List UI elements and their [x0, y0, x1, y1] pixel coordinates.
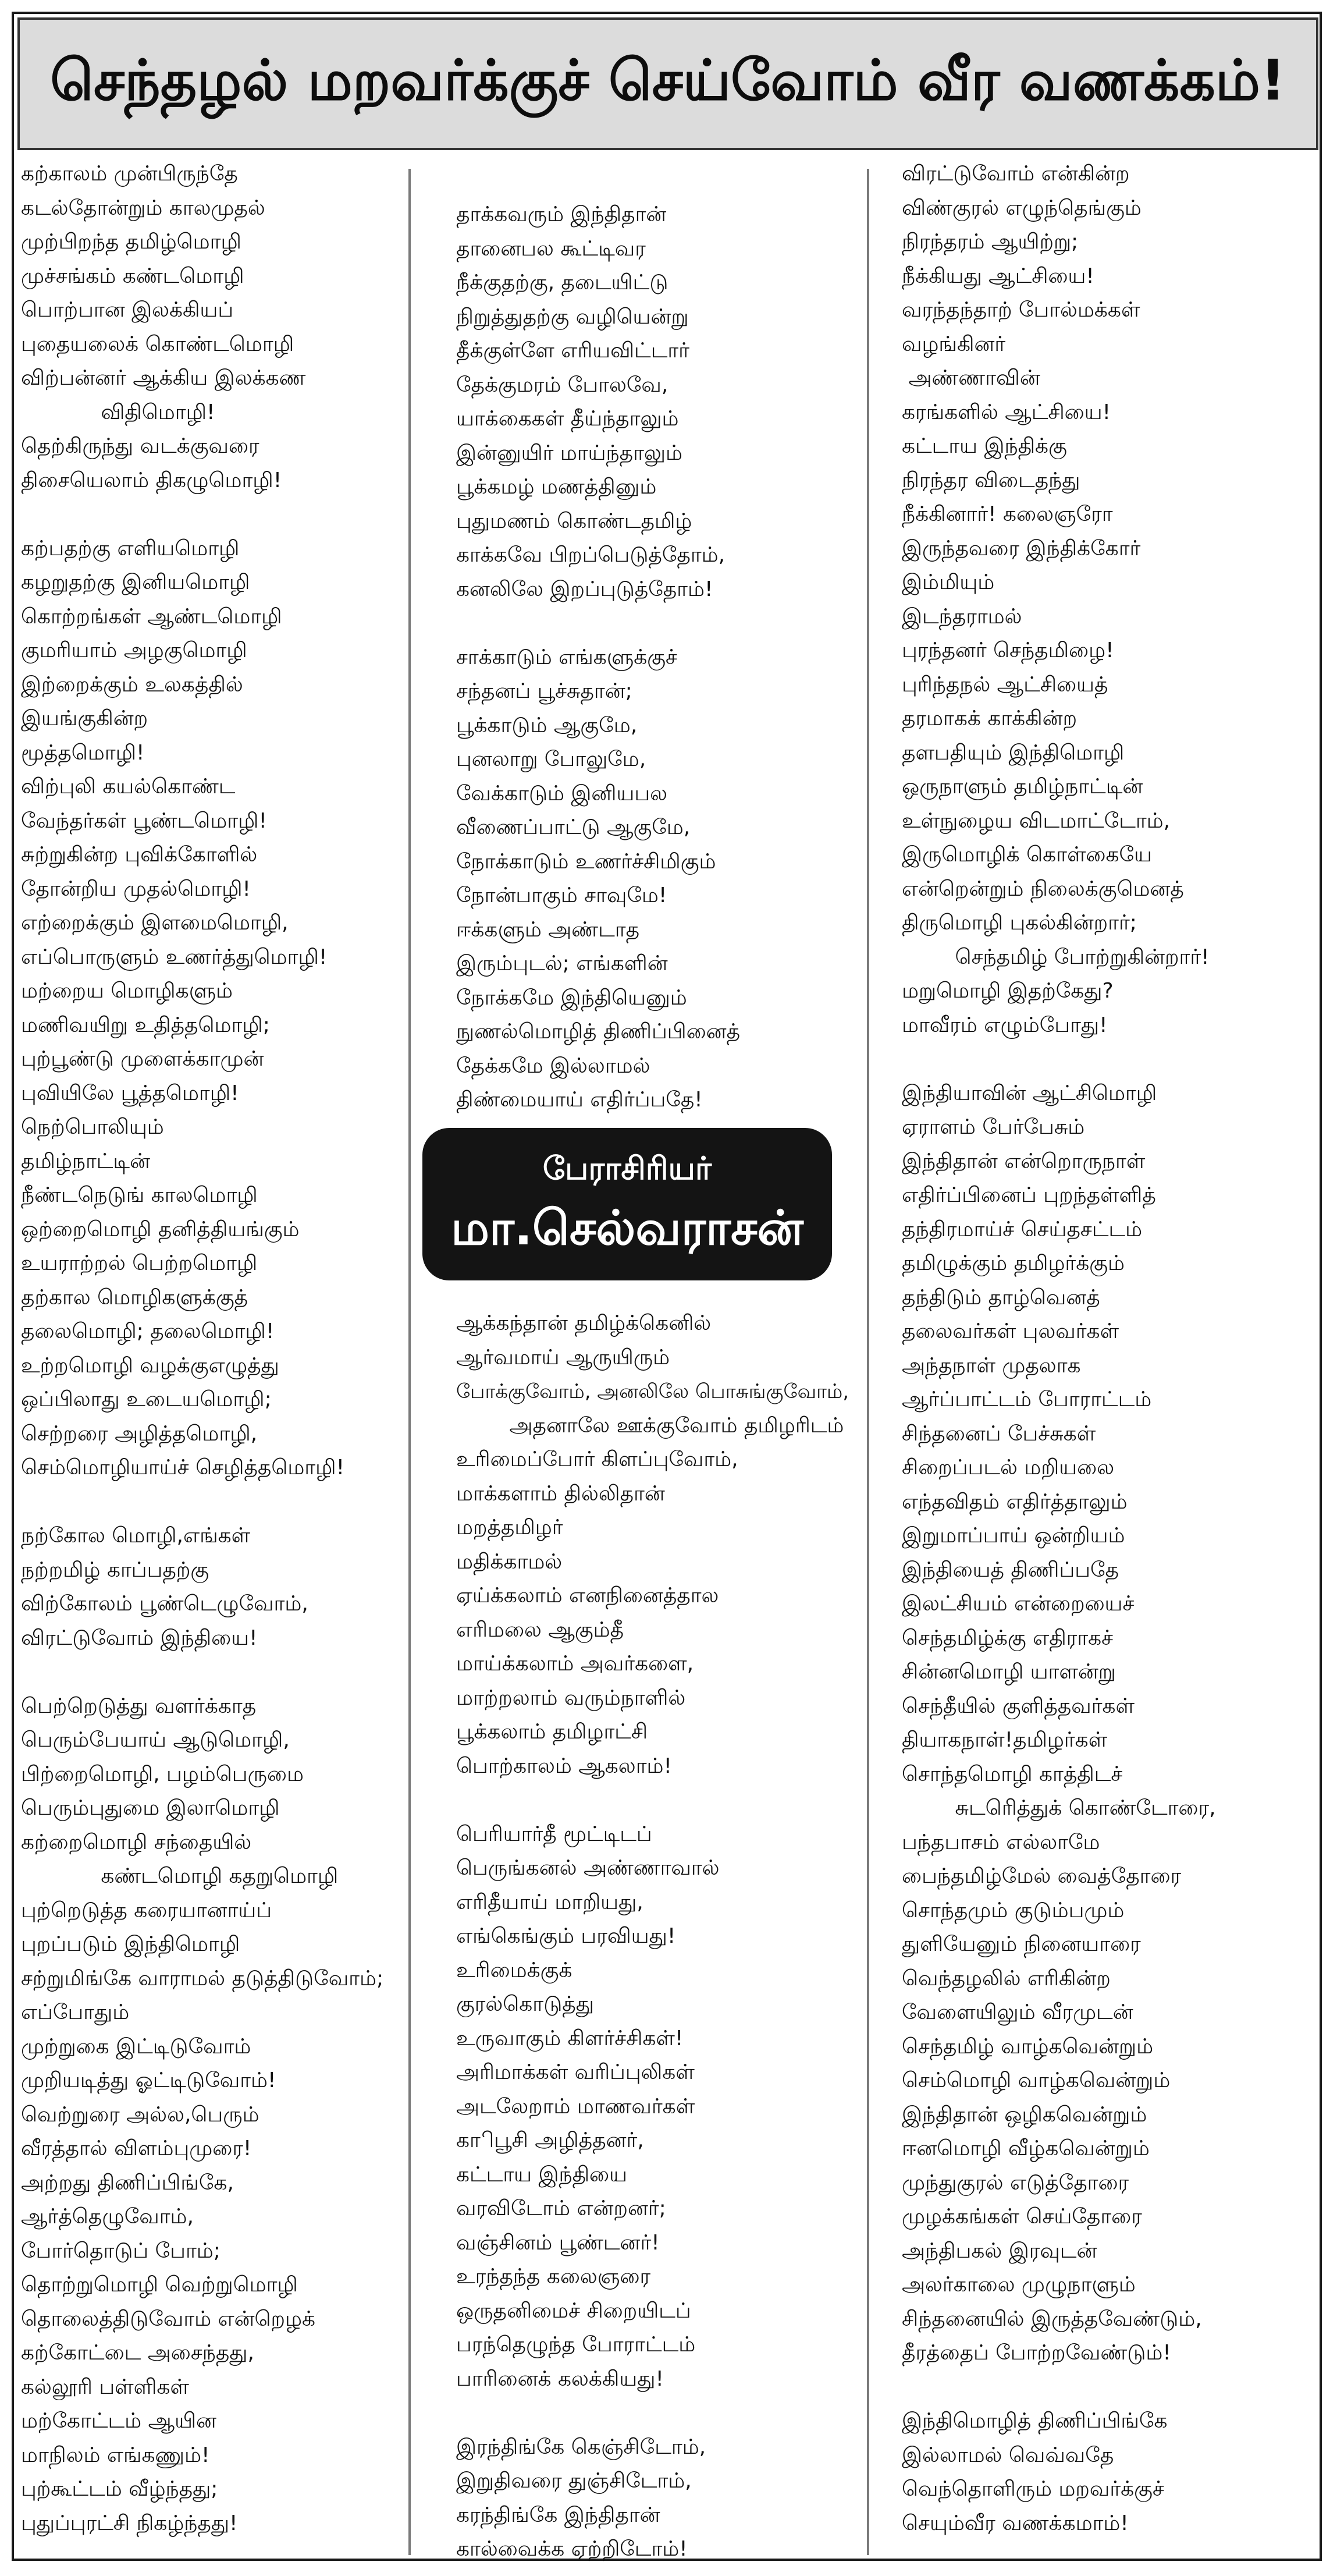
poem-line: நெற்பொலியும்	[21, 1115, 164, 1139]
poem-line: போர்தொடுப் போம்;	[21, 2238, 221, 2263]
poem-line: இந்திதான் ஒழிகவென்றும்	[902, 2102, 1147, 2127]
poem-line: இருந்தவரை இந்திக்கோர்	[902, 536, 1141, 560]
poem-line: வேளையிலும் வீரமுடன்	[902, 2000, 1133, 2024]
poem-line: நற்கோல மொழி,எங்கள்	[21, 1524, 251, 1548]
poem-line: அற்றது திணிப்பிங்கே,	[21, 2170, 234, 2195]
poem-column-3	[902, 157, 1315, 2540]
poem-line: உருவாகும் கிளர்ச்சிகள்!	[456, 2026, 684, 2050]
stanza-gap	[456, 2396, 858, 2430]
poem-column-1	[21, 157, 399, 2540]
poem-line: குரல்கொடுத்து	[456, 1992, 594, 2016]
poem-line: இந்திதான் என்றொருநாள்	[902, 1149, 1146, 1173]
poem-column-2-bottom	[456, 1307, 858, 2567]
poem-line: பூக்காடும் ஆகுமே,	[456, 713, 638, 737]
poem-line: செயும்வீர வணக்கமாம்!	[902, 2511, 1129, 2535]
poem-line: தரமாகக் காக்கின்ற	[902, 707, 1078, 730]
poem-line: நீண்டநெடுங் காலமொழி	[21, 1183, 258, 1207]
poem-line: பொற்காலம் ஆகலாம்!	[456, 1754, 672, 1778]
poem-line: பிற்றைமொழி, பழம்பெருமை	[21, 1762, 304, 1786]
poem-line: அந்திபகல் இரவுடன்	[902, 2238, 1097, 2263]
poem-line: தமிழுக்கும் தமிழர்க்கும்	[902, 1251, 1125, 1275]
poem-line: கரங்களில் ஆட்சியை!	[902, 400, 1111, 424]
poem-line: உரந்தந்த கலைஞரை	[456, 2265, 651, 2288]
poem-line: ஏய்க்கலாம் எனநினைத்தால	[456, 1584, 719, 1608]
poem-line: சொந்தமும் குடும்பமும்	[902, 1898, 1125, 1922]
poem-line: புற்பூண்டு முளைக்காமுன்	[21, 1047, 264, 1071]
poem-line: புரந்தனர் செந்தமிழை!	[902, 638, 1114, 662]
poem-line: பெருங்கனல் அண்ணாவால்	[456, 1856, 720, 1880]
poem-line: முற்பிறந்த தமிழ்மொழி	[21, 230, 241, 254]
poem-line: ஏராளம் பேர்பேசும்	[902, 1115, 1085, 1139]
poem-line: விற்பன்னர் ஆக்கிய இலக்கண	[21, 366, 306, 390]
author-name: மா.செல்வராசன்	[451, 1201, 803, 1256]
poem-line: விற்புலி கயல்கொண்ட	[21, 775, 236, 799]
poem-line: செந்தமிழ் வாழ்கவென்றும்	[902, 2034, 1154, 2059]
poem-line: விதிமொழி!	[21, 400, 215, 424]
poem-line: உயராற்றல் பெற்றமொழி	[21, 1251, 258, 1275]
poem-line: கற்றைமொழி சந்தையில்	[21, 1830, 252, 1854]
poem-line: பெற்றெடுத்து வளர்க்காத	[21, 1694, 257, 1718]
poem-line: சின்னமொழி யாளன்று	[902, 1660, 1116, 1684]
poem-line: தெற்கிருந்து வடக்குவரை	[21, 434, 259, 458]
poem-line: தீரத்தைப் போற்றவேண்டும்!	[902, 2341, 1171, 2365]
poem-line: ஆக்கந்தான் தமிழ்க்கெனில்	[456, 1311, 712, 1335]
column-divider	[867, 169, 869, 2555]
poem-line: வேக்காடும் இனியபல	[456, 781, 668, 806]
poem-line: கல்லூரி பள்ளிகள்	[21, 2375, 189, 2399]
poem-line: மாய்க்கலாம் அவர்களை,	[456, 1652, 694, 1676]
poem-line: இரும்புடல்; எங்களின்	[456, 952, 668, 975]
poem-line: இன்னுயிர் மாய்ந்தாலும்	[456, 441, 682, 465]
poem-line: காக்கவே பிறப்பெடுத்தோம்,	[456, 543, 726, 567]
poem-line: குமரியாம் அழகுமொழி	[21, 638, 247, 662]
poem-line: இந்தியாவின் ஆட்சிமொழி	[902, 1081, 1157, 1105]
poem-line: அந்தநாள் முதலாக	[902, 1353, 1081, 1378]
poem-line: அண்ணாவின்	[902, 366, 1040, 390]
poem-line: இறுதிவரை துஞ்சிடோம்,	[456, 2469, 692, 2493]
poem-line: சிந்தனையில் இருத்தவேண்டும்,	[902, 2307, 1202, 2331]
poem-line: நற்றமிழ் காப்பதற்கு	[21, 1557, 209, 1582]
stanza-gap	[21, 498, 399, 532]
poem-line: மாவீரம் எழும்போது!	[902, 1013, 1108, 1037]
poem-line: தலைமொழி; தலைமொழி!	[21, 1319, 275, 1343]
author-role: பேராசிரியர்	[542, 1150, 712, 1187]
poem-line: தற்கால மொழிகளுக்குத்	[21, 1285, 248, 1310]
poem-line: கற்பதற்கு எளியமொழி	[21, 536, 240, 560]
poem-line: வரவிடோம் என்றனர்;	[456, 2197, 666, 2220]
poem-line: பூக்கமழ் மணத்தினும்	[456, 475, 657, 499]
poem-line: நோன்பாகும் சாவுமே!	[456, 883, 667, 907]
poem-line: முச்சங்கம் கண்டமொழி	[21, 264, 244, 288]
poem-line: எங்கெங்கும் பரவியது!	[456, 1924, 676, 1948]
poem-line: மாக்களாம் தில்லிதான்	[456, 1481, 665, 1506]
poem-line: புதுமணம் கொண்டதமிழ்	[456, 509, 692, 533]
headline-title: செந்தழல் மறவர்க்குச் செய்வோம் வீர வணக்கம்!	[50, 47, 1286, 113]
poem-line: சொந்தமொழி காத்திடச்	[902, 1762, 1123, 1786]
poem-line: ஆர்வமாய் ஆருயிரும்	[456, 1345, 670, 1369]
poem-line: உரிமைப்போர் கிளப்புவோம்,	[456, 1447, 738, 1471]
stanza-gap	[456, 606, 858, 641]
poem-line: பெரியார்தீ மூட்டிடப்	[456, 1822, 652, 1846]
poem-line: கரந்திங்கே இந்திதான்	[456, 2503, 660, 2527]
poem-line: போக்குவோம், அனலிலே பொசுங்குவோம்,	[456, 1380, 849, 1403]
poem-line: மாநிலம் எங்கணும்!	[21, 2443, 210, 2467]
poem-line: தொற்றுமொழி வெற்றுமொழி	[21, 2273, 298, 2297]
poem-line: செம்மொழியாய்ச் செழித்தமொழி!	[21, 1456, 345, 1479]
poem-line: தந்திரமாய்ச் செய்தசட்டம்	[902, 1217, 1143, 1241]
poem-line: செந்தீயில் குளித்தவர்கள்	[902, 1694, 1135, 1718]
poem-line: தேக்குமரம் போலவே,	[456, 372, 668, 397]
poem-line: பெரும்பேயாய் ஆடுமொழி,	[21, 1728, 290, 1752]
poem-line: எப்பொருளும் உணர்த்துமொழி!	[21, 945, 328, 969]
poem-line: அடலேறாம் மாணவர்கள்	[456, 2094, 695, 2119]
poem-line: பெரும்புதுமை இலாமொழி	[21, 1796, 280, 1820]
poem-line: நீக்குதற்கு, தடையிட்டு	[456, 271, 668, 294]
poem-line: மாற்றலாம் வரும்நாளில்	[456, 1686, 686, 1710]
poem-line: நோக்காடும் உணர்ச்சிமிகும்	[456, 849, 716, 874]
poem-line: எரிமலை ஆகும்தீ	[456, 1617, 624, 1642]
poem-line: எதிர்ப்பினைப் புறந்தள்ளித்	[902, 1183, 1156, 1207]
poem-line: வீணைப்பாட்டு ஆகுமே,	[456, 815, 691, 839]
poem-line: எற்றைக்கும் இளமைமொழி,	[21, 911, 289, 935]
poem-line: மறத்தமிழர்	[456, 1516, 563, 1539]
poem-line: மதிக்காமல்	[456, 1549, 563, 1574]
poem-line: கழறுதற்கு இனியமொழி	[21, 570, 250, 594]
poem-line: நிரந்தரம் ஆயிற்று;	[902, 230, 1079, 254]
stanza-gap	[902, 2371, 1315, 2405]
poem-line: தொலைத்திடுவோம் என்றெழக்	[21, 2307, 316, 2331]
poem-line: ஈக்களும் அண்டாத	[456, 917, 640, 942]
poem-line: உள்நுழைய விடமாட்டோம்,	[902, 808, 1171, 833]
poem-line: நிரந்தர விடைதந்து	[902, 468, 1080, 492]
poem-line: வஞ்சினம் பூண்டனர்!	[456, 2230, 660, 2255]
poem-line: எரிதீயாய் மாறியது,	[456, 1890, 643, 1914]
poem-line: பரந்தெழுந்த போராட்டம்	[456, 2333, 696, 2357]
poem-line: இற்றைக்கும் உலகத்தில்	[21, 672, 243, 697]
poem-line: ஒருதனிமைச் சிறையிடப்	[456, 2298, 691, 2323]
poem-line: இந்தியைத் திணிப்பதே	[902, 1557, 1119, 1582]
poem-line: நீக்கியது ஆட்சியை!	[902, 264, 1094, 288]
poem-line: முழக்கங்கள் செய்தோரை	[902, 2205, 1142, 2229]
poem-line: பொற்பான இலக்கியப்	[21, 298, 234, 322]
poem-line: கற்கோட்டை அசைந்தது,	[21, 2341, 254, 2365]
poem-line: உரிமைக்குக்	[456, 1958, 573, 1982]
poem-line: விரட்டுவோம் இந்தியை!	[21, 1626, 258, 1650]
poem-line: மூத்தமொழி!	[21, 740, 145, 765]
poem-line: இலட்சியம் என்றையைச்	[902, 1592, 1135, 1616]
poem-line: புறப்படும் இந்திமொழி	[21, 1932, 240, 1956]
poem-line: செந்தமிழ் போற்றுகின்றார்!	[902, 945, 1210, 969]
poem-line: கால்வைக்க ஏற்றிடோம்!	[456, 2537, 688, 2561]
poem-line: அதனாலே ஊக்குவோம் தமிழரிடம்	[456, 1413, 844, 1438]
poem-line: புரிந்தநல் ஆட்சியைத்	[902, 672, 1108, 697]
poem-line: நீக்கினார்! கலைஞரோ	[902, 502, 1113, 526]
poem-line: புவியிலே பூத்தமொழி!	[21, 1081, 239, 1105]
poem-line: தளபதியும் இந்திமொழி	[902, 740, 1125, 765]
poem-line: இருமொழிக் கொள்கையே	[902, 843, 1152, 867]
poem-line: இடந்தராமல்	[902, 604, 1022, 629]
poem-line: நோக்கமே இந்தியெனும்	[456, 985, 687, 1010]
poem-line: மறுமொழி இதற்கேது?	[902, 979, 1114, 1003]
poem-line: திருமொழி புகல்கின்றார்;	[902, 911, 1137, 935]
poem-line: கட்டாய இந்திக்கு	[902, 434, 1067, 458]
poem-line: மணிவயிறு உதித்தமொழி;	[21, 1013, 270, 1037]
poem-line: சந்தனப் பூச்சுதான்;	[456, 679, 632, 703]
poem-line: கண்டமொழி கதறுமொழி	[21, 1864, 339, 1888]
poem-line: இல்லாமல் வெவ்வதே	[902, 2443, 1114, 2467]
poem-line: ஒற்றைமொழி தனித்தியங்கும்	[21, 1217, 300, 1241]
poem-line: முற்றுகை இட்டிடுவோம்	[21, 2034, 251, 2059]
poem-line: துளியேனும் நினையாரை	[902, 1932, 1141, 1956]
poem-line: சிந்தனைப் பேச்சுகள்	[902, 1421, 1096, 1446]
poem-line: நிறுத்துதற்கு வழியென்று	[456, 304, 689, 329]
poem-line: சிறைப்படல் மறியலை	[902, 1456, 1115, 1479]
poem-line: நுணல்மொழித் திணிப்பினைத்	[456, 1020, 741, 1044]
poem-line: அலர்காலை முழுநாளும்	[902, 2273, 1136, 2297]
poem-line: பைந்தமிழ்மேல் வைத்தோரை	[902, 1864, 1182, 1888]
poem-line: தீக்குள்ளே எரியவிட்டார்	[456, 339, 689, 363]
poem-line: பந்தபாசம் எல்லாமே	[902, 1830, 1100, 1854]
poem-line: ஈனமொழி வீழ்கவென்றும்	[902, 2137, 1150, 2160]
poem-line: வெந்தழலில் எரிகின்ற	[902, 1966, 1111, 1990]
poem-line: இறுமாப்பாய் ஒன்றியம்	[902, 1524, 1125, 1548]
poem-line: மற்றைய மொழிகளும்	[21, 979, 233, 1003]
poem-line: திண்மையாய் எதிர்ப்பதே!	[456, 1088, 703, 1112]
poem-line: விரட்டுவோம் என்கின்ற	[902, 162, 1130, 186]
poem-line: செற்றரை அழித்தமொழி,	[21, 1421, 258, 1446]
poem-line: புற்கூட்டம் வீழ்ந்தது;	[21, 2477, 218, 2501]
poem-line: மற்கோட்டம் ஆயின	[21, 2409, 216, 2433]
poem-line: செம்மொழி வாழ்கவென்றும்	[902, 2068, 1171, 2092]
author-badge	[422, 1128, 832, 1280]
poem-line: சுடரெித்துக் கொண்டோரை,	[902, 1796, 1216, 1820]
poem-line: தேக்கமே இல்லாமல்	[456, 1053, 650, 1078]
poem-line: சாக்காடும் எங்களுக்குச்	[456, 645, 677, 669]
poem-line: தானைபல கூட்டிவர	[456, 236, 646, 261]
poem-line: இயங்குகின்ற	[21, 707, 148, 730]
poem-line: இந்திமொழித் திணிப்பிங்கே	[902, 2409, 1168, 2433]
poem-line: கட்டாய இந்தியை	[456, 2162, 627, 2187]
poem-line: அரிமாக்கள் வரிப்புலிகள்	[456, 2060, 695, 2084]
poem-line: இரந்திங்கே கெஞ்சிடோம்,	[456, 2435, 706, 2459]
poem-line: ஆர்ப்பாட்டம் போராட்டம்	[902, 1388, 1152, 1411]
poem-line: ஒருநாளும் தமிழ்நாட்டின்	[902, 775, 1143, 799]
poem-line: கொற்றங்கள் ஆண்டமொழி	[21, 604, 282, 629]
poem-line: புதுப்புரட்சி நிகழ்ந்தது!	[21, 2511, 238, 2535]
poem-line: ஆர்த்தெழுவோம்,	[21, 2205, 194, 2229]
poem-line: வரந்தந்தாற் போல்மக்கள்	[902, 298, 1140, 322]
poem-line: எந்தவிதம் எதிர்த்தாலும்	[902, 1489, 1128, 1514]
poem-line: வேந்தர்கள் பூண்டமொழி!	[21, 808, 267, 833]
poem-line: சற்றுமிங்கே வாராமல் தடுத்திடுவோம்;	[21, 1966, 384, 1990]
poem-line: உற்றமொழி வழக்குஎழுத்து	[21, 1353, 279, 1378]
poem-line: கடல்தோன்றும் காலமுதல்	[21, 196, 265, 220]
poem-line: தலைவர்கள் புலவர்கள்	[902, 1319, 1119, 1343]
poem-line: முறியடித்து ஓட்டிடுவோம்!	[21, 2068, 276, 2092]
poem-line: காிபூசி அழித்தனர்,	[456, 2128, 644, 2152]
poem-line: வீரத்தால் விளம்புமுரை!	[21, 2137, 252, 2160]
stanza-gap	[902, 1042, 1315, 1077]
poem-line: பாரினைக் கலக்கியது!	[456, 2366, 664, 2391]
stanza-gap	[21, 1485, 399, 1520]
poem-line: வெந்தொளிரும் மறவர்க்குச்	[902, 2477, 1164, 2501]
poem-line: விற்கோலம் பூண்டெழுவோம்,	[21, 1592, 308, 1616]
poem-line: புனலாறு போலுமே,	[456, 747, 646, 771]
poem-column-2-top	[456, 198, 858, 1117]
column-divider	[408, 169, 411, 2555]
poem-line: வெற்றுரை அல்ல,பெரும்	[21, 2102, 259, 2127]
poem-line: வழங்கினர்	[902, 332, 1006, 356]
poem-line: தாக்கவரும் இந்திதான்	[456, 203, 667, 226]
poem-line: செந்தமிழ்க்கு எதிராகச்	[902, 1626, 1114, 1650]
headline-banner	[17, 17, 1318, 150]
poem-line: கனலிலே இறப்புடுத்தோம்!	[456, 577, 713, 601]
poem-line: கற்காலம் முன்பிருந்தே	[21, 162, 238, 186]
poem-line: தந்திடும் தாழ்வெனத்	[902, 1285, 1100, 1310]
poem-line: முந்துகுரல் எடுத்தோரை	[902, 2170, 1129, 2195]
poem-line: பூக்கலாம் தமிழாட்சி	[456, 1720, 648, 1744]
poem-line: சுற்றுகின்ற புவிக்கோளில்	[21, 843, 258, 867]
poem-line: தோன்றிய முதல்மொழி!	[21, 877, 251, 901]
poem-line: ஒப்பிலாது உடையமொழி;	[21, 1388, 272, 1411]
poem-line: யாக்கைகள் தீய்ந்தாலும்	[456, 407, 679, 431]
poem-line: எப்போதும்	[21, 2000, 130, 2024]
poem-line: இம்மியும்	[902, 570, 995, 594]
poem-line: என்றென்றும் நிலைக்குமெனத்	[902, 877, 1184, 901]
poem-line: தமிழ்நாட்டின்	[21, 1149, 150, 1173]
stanza-gap	[21, 1655, 399, 1690]
stanza-gap	[456, 1783, 858, 1818]
poem-line: விண்குரல் எழுந்தெங்கும்	[902, 196, 1142, 220]
poem-line: தியாகநாள்!தமிழர்கள்	[902, 1728, 1108, 1752]
poem-line: திசையெலாம் திகழுமொழி!	[21, 468, 282, 492]
poem-line: புற்றெடுத்த கரையானாய்ப்	[21, 1898, 272, 1922]
poem-line: புதையலைக் கொண்டமொழி	[21, 332, 294, 356]
